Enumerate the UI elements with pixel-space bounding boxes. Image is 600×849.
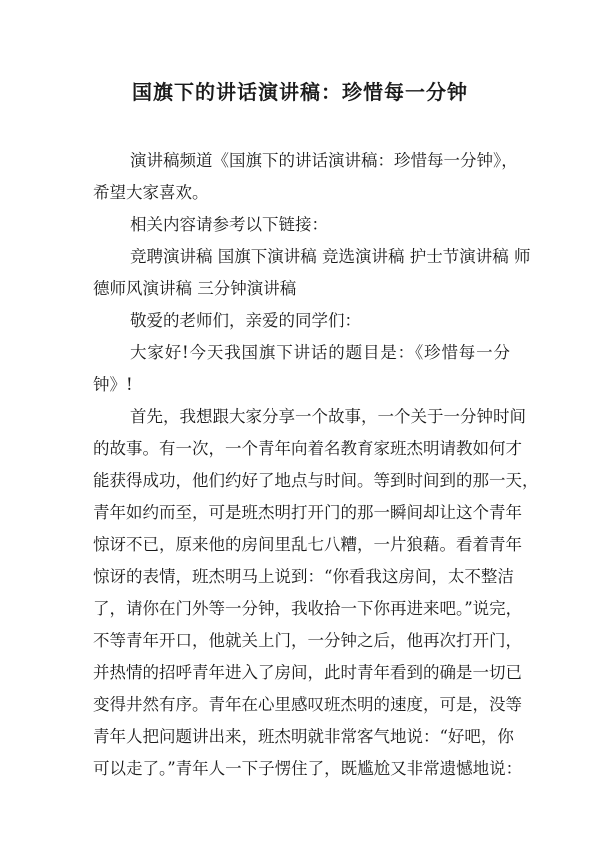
- text-line: 竞聘演讲稿 国旗下演讲稿 竞选演讲稿 护士节演讲稿 师: [130, 247, 531, 266]
- document-body: [93, 147, 539, 787]
- text-line: 惊讶的表情，班杰明马上说到：“你看我这房间，太不整洁: [93, 567, 514, 586]
- text-line: 不等青年开口，他就关上门，一分钟之后，他再次打开门，: [93, 631, 522, 650]
- text-line: 首先，我想跟大家分享一个故事，一个关于一分钟时间: [130, 407, 526, 426]
- text-line: 惊讶不已，原来他的房间里乱七八糟，一片狼藉。看着青年: [93, 535, 522, 554]
- text-line: 演讲稿频道《国旗下的讲话演讲稿：珍惜每一分钟》，: [130, 151, 518, 170]
- text-line: 能获得成功，他们约好了地点与时间。等到时间到的那一天，: [93, 471, 539, 490]
- paragraph: [93, 339, 510, 403]
- text-line: 希望大家喜欢。: [93, 183, 209, 202]
- document-title: 国旗下的讲话演讲稿：珍惜每一分钟: [132, 80, 468, 104]
- text-line: 变得井然有序。青年在心里感叹班杰明的速度，可是，没等: [93, 695, 522, 714]
- text-line: 相关内容请参考以下链接：: [130, 215, 328, 234]
- text-line: 德师风演讲稿 三分钟演讲稿: [93, 279, 297, 298]
- text-line: 大家好!今天我国旗下讲话的题目是：《珍惜每一分: [130, 343, 510, 362]
- text-line: 了，请你在门外等一分钟，我收拾一下你再进来吧。”说完，: [93, 599, 523, 618]
- text-line: 可以走了。”青年人一下子愣住了，既尴尬又非常遗憾地说：: [93, 759, 523, 778]
- text-line: 钟》!: [93, 375, 133, 394]
- text-line: 并热情的招呼青年进入了房间，此时青年看到的确是一切已: [93, 663, 522, 682]
- paragraph: [93, 147, 518, 211]
- text-line: 青年如约而至，可是班杰明打开门的那一瞬间却让这个青年: [93, 503, 522, 522]
- text-line: 青年人把问题讲出来，班杰明就非常客气地说：“好吧，你: [93, 727, 514, 746]
- paragraph: [93, 403, 539, 787]
- paragraph: [93, 307, 510, 339]
- text-line: 的故事。有一次，一个青年向着名教育家班杰明请教如何才: [93, 439, 522, 458]
- paragraph: [93, 243, 531, 307]
- text-line: 敬爱的老师们，亲爱的同学们：: [130, 311, 361, 330]
- paragraph: [93, 211, 510, 243]
